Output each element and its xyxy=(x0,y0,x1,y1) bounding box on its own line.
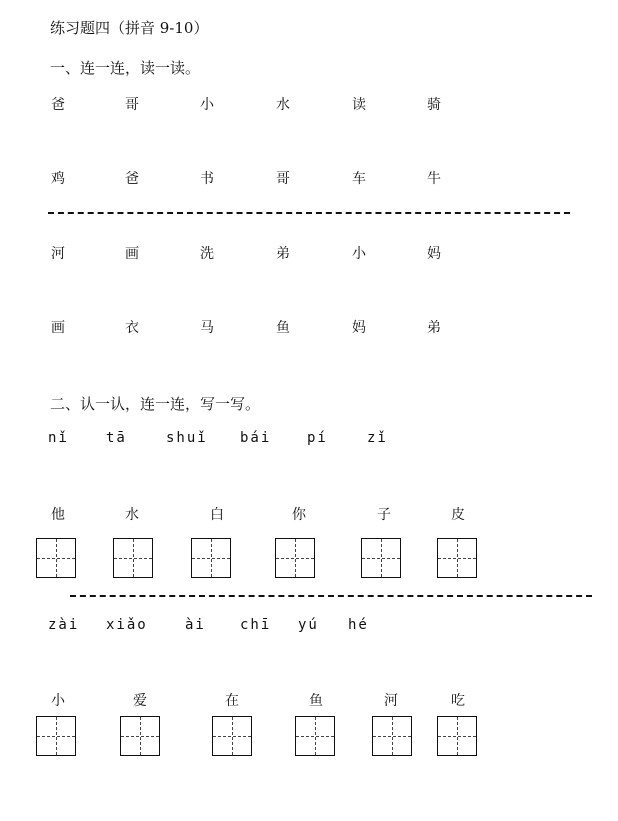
pinyin2-4: chī xyxy=(240,617,272,633)
chars1-3: 白 xyxy=(210,507,224,523)
chars1-4: 你 xyxy=(292,507,306,523)
row4-char-1: 画 xyxy=(51,320,65,336)
pinyin1-1: nǐ xyxy=(48,430,69,446)
pinyin1-2: tā xyxy=(106,430,127,446)
row4-char-4: 鱼 xyxy=(276,320,290,336)
row2-char-5: 车 xyxy=(352,171,366,187)
tianzi-grid-1[interactable] xyxy=(36,538,76,578)
tianzi-grid-2[interactable] xyxy=(113,538,153,578)
chars2-1: 小 xyxy=(51,693,65,709)
row2-char-1: 鸡 xyxy=(51,171,65,187)
chars2-3: 在 xyxy=(225,693,239,709)
row4-char-2: 衣 xyxy=(125,320,139,336)
pinyin2-5: yú xyxy=(298,617,319,633)
row3-char-2: 画 xyxy=(125,246,139,262)
pinyin1-6: zǐ xyxy=(367,430,388,446)
tianzi-grid-9[interactable] xyxy=(212,716,252,756)
chars1-6: 皮 xyxy=(451,507,465,523)
chars2-2: 爱 xyxy=(133,693,147,709)
row2-char-2: 爸 xyxy=(125,171,139,187)
row3-char-5: 小 xyxy=(352,246,366,262)
row1-char-2: 哥 xyxy=(125,97,139,113)
dashed-divider xyxy=(48,212,570,214)
chars2-6: 吃 xyxy=(451,693,465,709)
row3-char-1: 河 xyxy=(51,246,65,262)
row4-char-3: 马 xyxy=(200,320,214,336)
tianzi-grid-6[interactable] xyxy=(437,538,477,578)
row2-char-4: 哥 xyxy=(276,171,290,187)
pinyin1-4: bái xyxy=(240,430,272,446)
page-title: 练习题四（拼音 9-10） xyxy=(50,19,209,37)
tianzi-grid-5[interactable] xyxy=(361,538,401,578)
section2-heading: 二、认一认，连一连，写一写。 xyxy=(50,395,261,413)
row4-char-6: 弟 xyxy=(427,320,441,336)
tianzi-grid-11[interactable] xyxy=(372,716,412,756)
pinyin2-1: zài xyxy=(48,617,80,633)
chars2-4: 鱼 xyxy=(309,693,323,709)
tianzi-grid-8[interactable] xyxy=(120,716,160,756)
row1-char-5: 读 xyxy=(352,97,366,113)
dashed-divider-2 xyxy=(70,595,592,597)
row1-char-6: 骑 xyxy=(427,97,441,113)
row3-char-3: 洗 xyxy=(200,246,214,262)
row1-char-4: 水 xyxy=(276,97,290,113)
row3-char-4: 弟 xyxy=(276,246,290,262)
pinyin2-6: hé xyxy=(348,617,369,633)
tianzi-grid-10[interactable] xyxy=(295,716,335,756)
row1-char-3: 小 xyxy=(200,97,214,113)
row3-char-6: 妈 xyxy=(427,246,441,262)
tianzi-grid-12[interactable] xyxy=(437,716,477,756)
row2-char-3: 书 xyxy=(200,171,214,187)
chars2-5: 河 xyxy=(384,693,398,709)
row4-char-5: 妈 xyxy=(352,320,366,336)
tianzi-grid-3[interactable] xyxy=(191,538,231,578)
chars1-5: 子 xyxy=(377,507,391,523)
pinyin1-5: pí xyxy=(307,430,328,446)
row1-char-1: 爸 xyxy=(51,97,65,113)
pinyin1-3: shuǐ xyxy=(166,430,208,446)
tianzi-grid-4[interactable] xyxy=(275,538,315,578)
pinyin2-3: ài xyxy=(185,617,206,633)
row2-char-6: 牛 xyxy=(427,171,441,187)
chars1-2: 水 xyxy=(125,507,139,523)
chars1-1: 他 xyxy=(51,507,65,523)
section1-heading: 一、连一连，读一读。 xyxy=(50,59,201,77)
tianzi-grid-7[interactable] xyxy=(36,716,76,756)
pinyin2-2: xiǎo xyxy=(106,617,148,633)
